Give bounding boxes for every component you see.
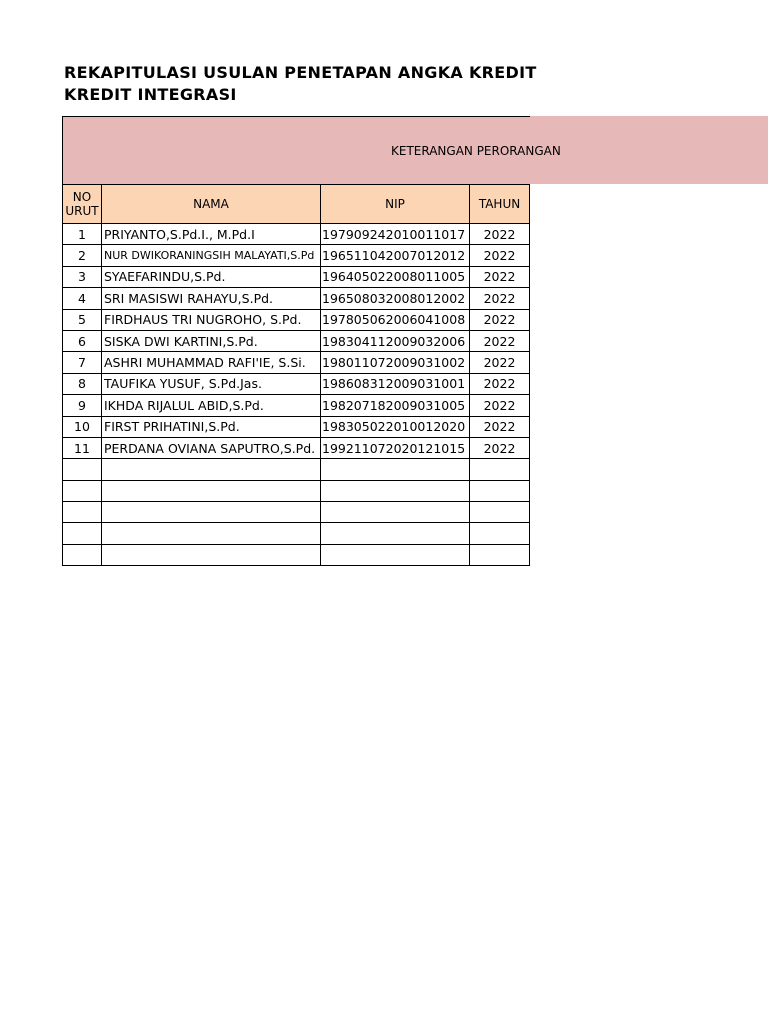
empty-cell[interactable] <box>63 502 102 523</box>
cell-no[interactable]: 7 <box>63 352 102 373</box>
cell-nama[interactable]: TAUFIKA YUSUF, S.Pd.Jas. <box>102 373 321 394</box>
group-header-cell[interactable]: KETERANGAN PERORANGAN <box>63 117 530 185</box>
empty-cell[interactable] <box>321 544 470 565</box>
cell-nip[interactable]: 198305022010012020 <box>321 416 470 437</box>
empty-cell[interactable] <box>470 523 530 544</box>
empty-cell[interactable] <box>321 459 470 480</box>
empty-cell[interactable] <box>102 502 321 523</box>
cell-tahun[interactable]: 2022 <box>470 352 530 373</box>
table-row <box>63 416 530 437</box>
empty-cell[interactable] <box>470 459 530 480</box>
cell-nama[interactable]: PERDANA OVIANA SAPUTRO,S.Pd. <box>102 437 321 458</box>
empty-cell[interactable] <box>63 523 102 544</box>
cell-no[interactable]: 2 <box>63 245 102 266</box>
group-header-row <box>63 117 530 185</box>
empty-cell[interactable] <box>63 459 102 480</box>
empty-cell[interactable] <box>470 502 530 523</box>
cell-nama[interactable]: FIRST PRIHATINI,S.Pd. <box>102 416 321 437</box>
recap-table <box>62 116 561 566</box>
table-row <box>63 437 530 458</box>
cell-nama[interactable]: SISKA DWI KARTINI,S.Pd. <box>102 330 321 351</box>
cell-nama[interactable]: PRIYANTO,S.Pd.I., M.Pd.I <box>102 224 321 245</box>
cell-tahun[interactable]: 2022 <box>470 245 530 266</box>
cell-nama[interactable]: NUR DWIKORANINGSIH MALAYATI,S.Pd <box>102 245 321 266</box>
table-row <box>63 352 530 373</box>
header-no-urut[interactable]: NO URUT <box>63 185 102 224</box>
cell-nip[interactable]: 198207182009031005 <box>321 395 470 416</box>
empty-cell[interactable] <box>470 544 530 565</box>
cell-nip[interactable]: 196405022008011005 <box>321 266 470 287</box>
cell-no[interactable]: 3 <box>63 266 102 287</box>
cell-nama[interactable]: FIRDHAUS TRI NUGROHO, S.Pd. <box>102 309 321 330</box>
table-row <box>63 309 530 330</box>
cell-nama[interactable]: IKHDA RIJALUL ABID,S.Pd. <box>102 395 321 416</box>
cell-nama[interactable]: SRI MASISWI RAHAYU,S.Pd. <box>102 288 321 309</box>
cell-nip[interactable]: 196511042007012012 <box>321 245 470 266</box>
cell-tahun[interactable]: 2022 <box>470 437 530 458</box>
cell-nip[interactable]: 198304112009032006 <box>321 330 470 351</box>
empty-cell[interactable] <box>321 502 470 523</box>
cell-tahun[interactable]: 2022 <box>470 266 530 287</box>
empty-row <box>63 523 530 544</box>
report-title-line-2: KREDIT INTEGRASI <box>64 85 237 104</box>
empty-row <box>63 459 530 480</box>
cell-no[interactable]: 11 <box>63 437 102 458</box>
empty-cell[interactable] <box>321 523 470 544</box>
header-nama[interactable]: NAMA <box>102 185 321 224</box>
cell-tahun[interactable]: 2022 <box>470 224 530 245</box>
report-title-line-1: REKAPITULASI USULAN PENETAPAN ANGKA KREDIT <box>64 63 537 82</box>
cell-nama[interactable]: SYAEFARINDU,S.Pd. <box>102 266 321 287</box>
header-tahun[interactable]: TAHUN <box>470 185 530 224</box>
cell-tahun[interactable]: 2022 <box>470 288 530 309</box>
table-row <box>63 245 530 266</box>
cell-tahun[interactable]: 2022 <box>470 395 530 416</box>
header-nip[interactable]: NIP <box>321 185 470 224</box>
column-header-row <box>63 185 530 224</box>
table-row <box>63 224 530 245</box>
table-row <box>63 373 530 394</box>
cell-no[interactable]: 1 <box>63 224 102 245</box>
cell-no[interactable]: 5 <box>63 309 102 330</box>
group-header-band <box>528 116 768 184</box>
cell-tahun[interactable]: 2022 <box>470 373 530 394</box>
empty-row <box>63 502 530 523</box>
cell-nip[interactable]: 198608312009031001 <box>321 373 470 394</box>
empty-cell[interactable] <box>102 544 321 565</box>
table-row <box>63 288 530 309</box>
cell-nip[interactable]: 198011072009031002 <box>321 352 470 373</box>
empty-cell[interactable] <box>470 480 530 501</box>
empty-cell[interactable] <box>321 480 470 501</box>
cell-nip[interactable]: 197909242010011017 <box>321 224 470 245</box>
cell-tahun[interactable]: 2022 <box>470 416 530 437</box>
cell-no[interactable]: 4 <box>63 288 102 309</box>
table-row <box>63 330 530 351</box>
cell-nama[interactable]: ASHRI MUHAMMAD RAFI'IE, S.Si. <box>102 352 321 373</box>
cell-no[interactable]: 8 <box>63 373 102 394</box>
empty-cell[interactable] <box>63 480 102 501</box>
cell-nip[interactable]: 196508032008012002 <box>321 288 470 309</box>
empty-cell[interactable] <box>63 544 102 565</box>
table-row <box>63 395 530 416</box>
spreadsheet-area <box>62 116 561 566</box>
cell-tahun[interactable]: 2022 <box>470 309 530 330</box>
cell-tahun[interactable]: 2022 <box>470 330 530 351</box>
cell-nip[interactable]: 199211072020121015 <box>321 437 470 458</box>
cell-nip[interactable]: 197805062006041008 <box>321 309 470 330</box>
cell-no[interactable]: 9 <box>63 395 102 416</box>
empty-row <box>63 480 530 501</box>
table-row <box>63 266 530 287</box>
empty-row <box>63 544 530 565</box>
empty-cell[interactable] <box>102 523 321 544</box>
cell-no[interactable]: 10 <box>63 416 102 437</box>
empty-cell[interactable] <box>102 459 321 480</box>
report-title <box>64 60 537 108</box>
empty-cell[interactable] <box>102 480 321 501</box>
cell-no[interactable]: 6 <box>63 330 102 351</box>
